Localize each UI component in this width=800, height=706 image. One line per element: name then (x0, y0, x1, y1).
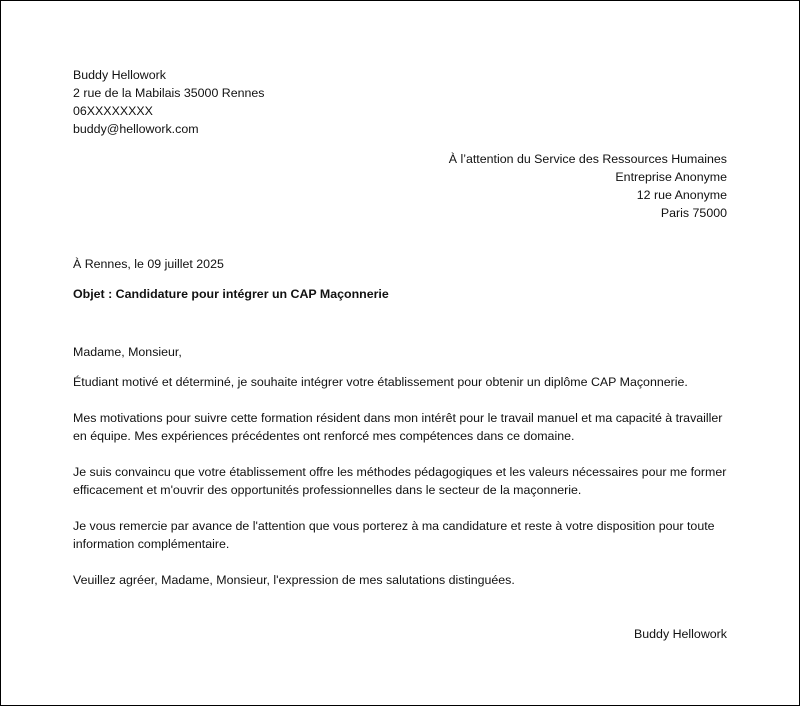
subject-line: Objet : Candidature pour intégrer un CAP Maçonnerie (73, 287, 389, 301)
body-paragraph-3: Je suis convaincu que votre établissement offre les méthodes pédagogiques et les valeurs nécessaires pour me former efficacement et m'ouvrir des opportunités professionnelles dans le secteur de la maçonnerie. (73, 465, 727, 497)
date-line: À Rennes, le 09 juillet 2025 (73, 257, 224, 271)
closing-paragraph: Veuillez agréer, Madame, Monsieur, l'expression de mes salutations distinguées. (73, 573, 515, 587)
salutation: Madame, Monsieur, (73, 345, 182, 359)
recipient-block (73, 150, 727, 222)
sender-email: buddy@hellowork.com (73, 122, 199, 136)
sender-block (73, 66, 727, 138)
recipient-street: 12 rue Anonyme (636, 188, 727, 202)
body-paragraph-4: Je vous remercie par avance de l'attention que vous porterez à ma candidature et reste à votre disposition pour toute information complémentaire. (73, 519, 715, 551)
sender-address: 2 rue de la Mabilais 35000 Rennes (73, 86, 265, 100)
recipient-company: Entreprise Anonyme (615, 170, 727, 184)
recipient-attention: À l’attention du Service des Ressources Humaines (448, 152, 727, 166)
body-paragraph-2: Mes motivations pour suivre cette formation résident dans mon intérêt pour le travail manuel et ma capacité à travailler en équipe. Mes expériences précédentes ont renforcé mes compétences dans ce domaine. (73, 411, 723, 443)
signature: Buddy Hellowork (634, 627, 727, 641)
sender-name: Buddy Hellowork (73, 68, 166, 82)
letter-content (73, 66, 727, 643)
recipient-city: Paris 75000 (660, 206, 727, 220)
sender-phone: 06XXXXXXXX (73, 104, 153, 118)
body-paragraph-1: Étudiant motivé et déterminé, je souhaite intégrer votre établissement pour obtenir un diplôme CAP Maçonnerie. (73, 375, 688, 389)
